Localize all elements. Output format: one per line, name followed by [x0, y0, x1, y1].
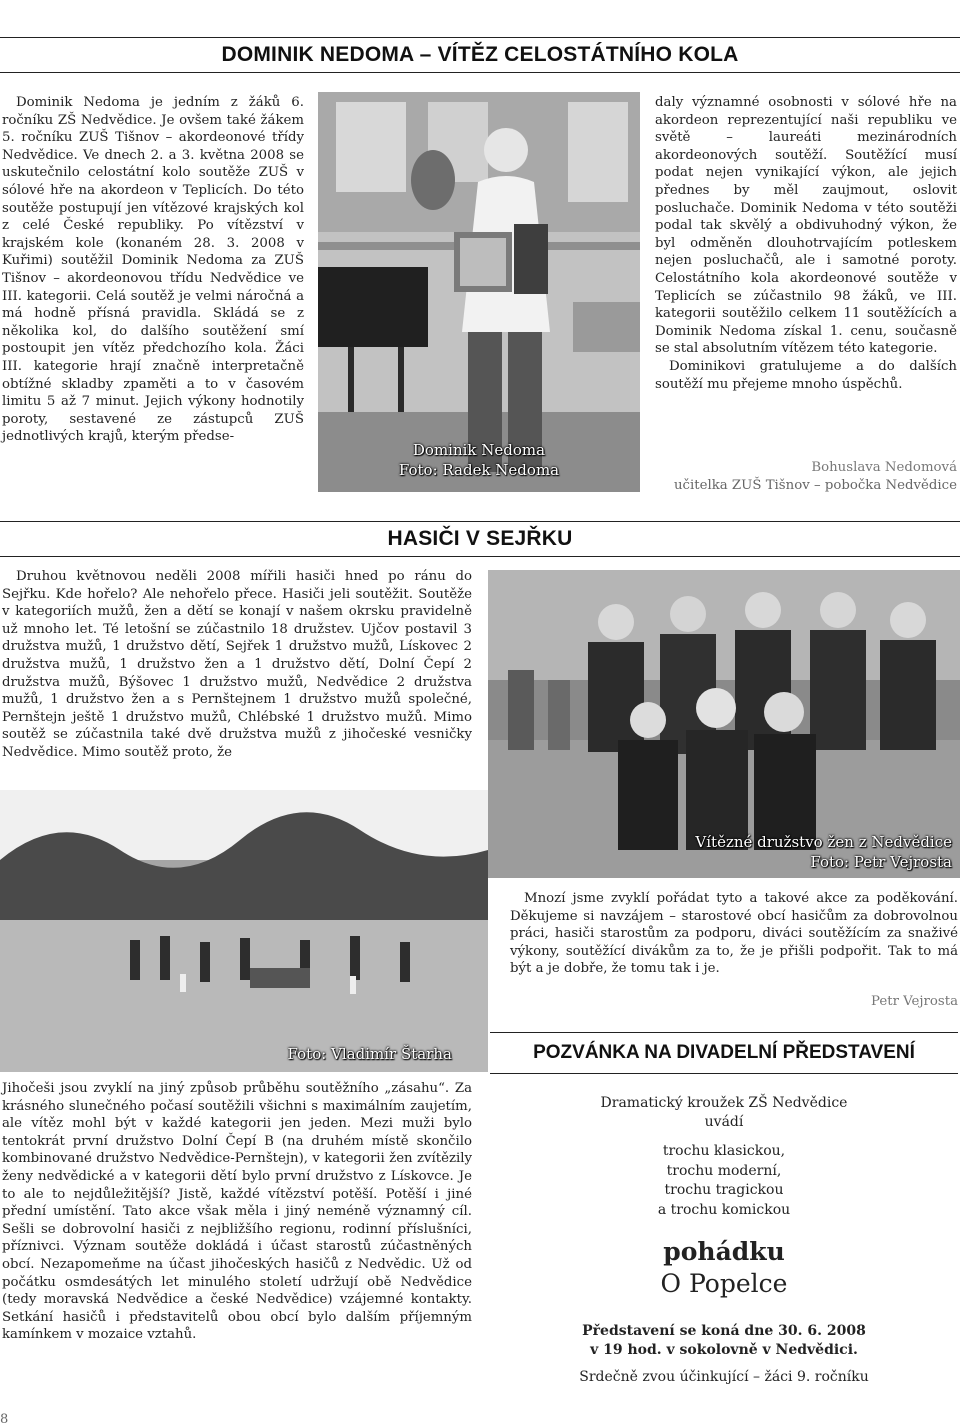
field-photo-image	[0, 790, 488, 1072]
genre-line: trochu klasickou,	[662, 1143, 786, 1159]
team-photo	[488, 570, 960, 878]
date-line1: Představení se koná dne 30. 6. 2008	[582, 1323, 866, 1339]
date-line2: v 19 hod. v sokolovně v Nedvědici.	[590, 1342, 858, 1358]
article1-right-column	[655, 94, 957, 393]
team-caption-title: Vítězné družstvo žen z Nedvědice	[695, 833, 952, 851]
genre-line: trochu moderní,	[666, 1162, 782, 1179]
invitation-date	[490, 1322, 958, 1360]
dominik-photo-image	[318, 92, 640, 492]
article2-title-bar	[0, 521, 960, 557]
invitation-title: POZVÁNKA NA DIVADELNÍ PŘEDSTAVENÍ	[533, 1042, 915, 1063]
team-photo-caption	[488, 832, 952, 872]
field-photo	[0, 790, 488, 1072]
article2-intro-column	[2, 568, 472, 762]
thanks-author: Petr Vejrosta	[871, 994, 958, 1009]
article1-congrats: Dominikovi gratulujeme a do dalších soutěží mu přejeme mnoho úspěchů.	[655, 358, 957, 392]
article1-author-role: učitelka ZUŠ Tišnov – pobočka Nedvědice	[673, 478, 957, 493]
invitation-genre	[490, 1142, 958, 1220]
invitation-title-bar	[490, 1032, 958, 1074]
dominik-caption-credit: Foto: Radek Nedoma	[398, 461, 560, 479]
article2-bottom-column	[2, 1080, 472, 1344]
dominik-photo-caption	[318, 440, 640, 480]
article1-left-text: Dominik Nedoma je jedním z žáků 6. ročníku ZŠ Nedvědice. Je ovšem také žákem 5. ročníku ZUŠ Tišnov – akordeonové třídy Nedvědice. Ve dnech 2. a 3. května 2008 se uskutečnilo celostátní kolo soutěže ZUŠ v sólové hře na akordeon v Teplicích. Do této soutěže postupují jen vítězové krajských kol z celé České republiky. Po vítězství v krajském kole (konaném 28. 3. 2008 v Kuřimi) soutěžil Dominik Nedoma za ZUŠ Tišnov – akordeonovou třídu Nedvědice ve III. kategorii. Celá soutěž je velmi náročná a má hodně přísná pravidla. Skládá se z několika kol, do dalšího soutěžení smí postoupit jen vítěz předchozího kola. Žáci III. kategorie hrají značně interpretačně obtížné skladby zpaměti a to v časovém limitu 5 až 7 minut. Jejich výkony hodnotily poroty, sestavené ze zástupců ZUŠ jednotlivých krajů, kterým předse-	[2, 95, 304, 445]
play-line2: O Popelce	[660, 1269, 788, 1298]
article2-bottom-text: Jihočeši jsou zvyklí na jiný způsob průběhu soutěžního „zásahu“. Za krásného slunečného počasí soutěžili všichni s maximálním zaujetím, ale vítěz mohl být v každé kategorii jen jeden. Mezi muži bylo tentokrát první družstvo Dolní Čepí B (na druhém místě skončilo kombinované družstvo Nedvědice-Pernštejn), v kategorii žen zvítězily ženy nedvědické a v kategorii dětí bylo první družstvo z Lískovce. Je to ale to nejdůležitější? Jistě, každé vítězství potěší. Potěší i jiné přední umístění. Tato akce však měla i jiný neméně významný cíl. Sešli se dobrovolní hasiči z nejbližšího regionu, rodinní příslušníci, příznivci. Význam soutěže dokládá i účast starostů zúčastněných obcí. Nezapomeňme na účast jihočeských hasičů z Nedvědic. Už od počátku osmdesátých let minulého století udržují obě Nedvědice (tedy moravská Nedvědice a české Nedvědice) vzájemné kontakty. Setkání hasičů i představitelů obou obcí bylo dalším příjemným kamínkem v mozaice vztahů.	[2, 1081, 472, 1343]
genre-line: a trochu komickou	[657, 1201, 791, 1218]
invitation-closing: Srdečně zvou účinkující – žáci 9. ročníku	[579, 1369, 869, 1385]
article2-title: HASIČI V SEJŘKU	[387, 527, 573, 550]
article1-title-bar	[0, 37, 960, 73]
page-number: 8	[0, 1412, 9, 1427]
invitation-presenter-line2: uvádí	[704, 1114, 744, 1130]
dominik-caption-name: Dominik Nedoma	[412, 441, 546, 459]
thanks-text: Mnozí jsme zvyklí pořádat tyto a takové akce za poděkování. Děkujeme si navzájem – starostové obcí hasičům za dobrovolnou práci, hasiči starostům za podporu, diváci soutěžícím za snaživé výkony, soutěžící divákům za to, že je přišli podpořit. Tak to má být a je dobře, že tomu tak i je.	[510, 891, 958, 977]
genre-line: trochu tragickou	[664, 1182, 784, 1198]
invitation-presenter-line1: Dramatický kroužek ZŠ Nedvědice	[600, 1095, 848, 1111]
play-line1: pohádku	[663, 1237, 785, 1266]
thanks-column	[510, 890, 958, 978]
team-caption-credit: Foto: Petr Vejrosta	[810, 853, 952, 871]
article2-intro-text: Druhou květnovou neděli 2008 mířili hasiči hned po ránu do Sejřku. Kde hořelo? Ale nehořelo přece. Hasiči jeli soutěžit. Soutěže v kategoriích mužů, žen a dětí se konají v našem okrsku pravidelně už mnoho let. Té letošní se zúčastnilo 18 družstev. Ujčov postavil 3 družstva mužů, 1 družstvo dětí, Sejřek 1 družstvo mužů, Lískovec 2 družstva mužů, 1 družstvo žen a 1 družstvo dětí, Dolní Čepí 2 družstva mužů, Býšovec 1 družstvo mužů, Nedvědice 2 družstva mužů, 1 družstvo žen a s Pernštejnem 1 družstvo mužů společné, Pernštejn ještě 1 družstvo mužů, Chlébské 1 družstvo mužů. Mimo soutěž se zúčastnila také dvě družstva mužů z jihočeské vesničky Nedvědice. Mimo soutěž proto, že	[2, 569, 472, 760]
field-photo-caption: Foto: Vladimír Štarha	[287, 1045, 452, 1063]
invitation-play	[490, 1236, 958, 1300]
dominik-photo	[318, 92, 640, 492]
article1-title: DOMINIK NEDOMA – VÍTĚZ CELOSTÁTNÍHO KOLA	[221, 43, 739, 66]
article1-right-text: daly významné osobnosti v sólové hře na akordeon reprezentující naši republiku ve světě – laureáti mezinárodních akordeonových soutěží. Soutěžící musí podat nejen vynikající výkon, ale jejich přednes by měl zaujmout, oslovit posluchače. Dominik Nedoma v této soutěži podal tak skvělý a obdivuhodný výkon, že byl odměněn dlouhotrvajícím potleskem nejen posluchačů, ale i samotné poroty. Celostátního kola akordeonové soutěže v Teplicích se zúčastnilo 98 žáků, ve III. kategorii soutěžilo celkem 11 soutěžících a Dominik Nedoma získal 1. cenu, současně se stal absolutním vítězem této kategorie.	[655, 95, 957, 357]
article1-author-name: Bohuslava Nedomová	[811, 460, 957, 475]
invitation-presenter	[490, 1094, 958, 1132]
article1-left-column	[2, 94, 304, 446]
